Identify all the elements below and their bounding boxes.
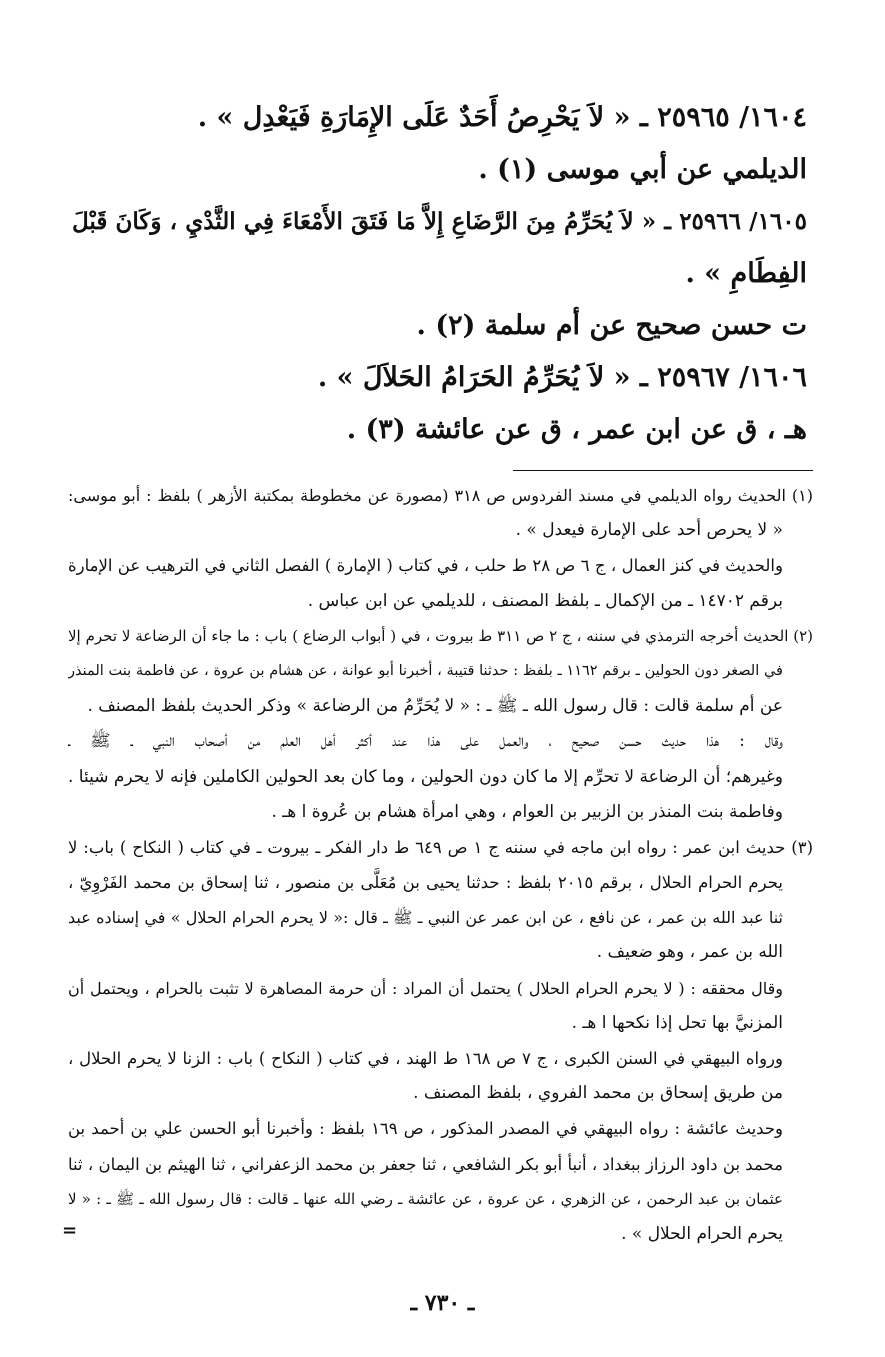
footnote-line: (٢) الحديث أخرجه الترمذي في سننه ، ج ٢ ص ٣١١ ط بيروت ، في ( أبواب الرضاع ) باب : ما جاء أن الرضاعة لا تحرم إلا (68, 626, 813, 645)
footnote-line: في الصغر دون الحولين ـ برقم ١١٦٢ ـ بلفظ : حدثنا قتيبة ، أخبرنا أبو عوانة ، عن هشام بن عروة ، عن فاطمة بنت المنذر (68, 662, 783, 679)
hadith-1605-line-continued: الفِطَامِ » . (685, 258, 807, 289)
hadith-1606-source: هـ ، ق عن ابن عمر ، ق عن عائشة (٣) . (346, 414, 807, 445)
footnote-line: يحرم الحرام الحلال ، برقم ٢٠١٥ بلفظ : حدثنا يحيى بن مُعَلَّى بن منصور ، ثنا إسحاق بن محمد الفَرْوِيّ ، (68, 873, 783, 893)
footnote-line: وغيرهم؛ أن الرضاعة لا تحرِّم إلا ما كان دون الحولين ، وما كان بعد الحولين الكاملين فإنه لا يحرم شيئا . (68, 766, 783, 787)
hadith-1605-source: ت حسن صحيح عن أم سلمة (٢) . (416, 310, 807, 341)
hadith-1605-line: ١٦٠٥/ ٢٥٩٦٦ ـ « لاَ يُحَرِّمُ مِنَ الرَّضَاعِ إِلاَّ مَا فَتَقَ الأَمْعَاءَ فِي الثَّدْيِ ، وَكَانَ قَبْلَ (72, 208, 807, 235)
continuation-mark: = (62, 1220, 78, 1241)
footnote-line: عن أم سلمة قالت : قال رسول الله ـ ﷺ ـ : « لا يُحَرِّمُ من الرضاعة » وذكر الحديث بلفظ المصنف . (87, 696, 783, 717)
footnote-line: وقال محققه : ( لا يحرم الحرام الحلال ) يحتمل أن المراد : أن حرمة المصاهرة لا تثبت بالحرام ، ويحتمل أن (68, 978, 783, 998)
hadith-1606-line: ١٦٠٦/ ٢٥٩٦٧ ـ « لاَ يُحَرِّمُ الحَرَامُ الحَلاَلَ » . (317, 362, 807, 393)
page-number: ـ ٧٣٠ ـ (410, 1290, 475, 1316)
footnote-line: المزنيَّ بها تحل إذا نكحها ا هـ . (571, 1012, 783, 1033)
footnote-line: من طريق إسحاق بن محمد الفروي ، بلفظ المصنف . (413, 1083, 783, 1104)
footnote-line: وقال : هذا حديث حسن صحيح ، والعمل على هذا عند أكثر أهل العلم من أصحاب النبي ـ ﷺ ـ (68, 731, 783, 752)
footnote-line: محمد بن داود الرزاز ببغداد ، أنبأ أبو بكر الشافعي ، ثنا جعفر بن محمد الزعفراني ، ثنا الهيثم بن اليمان ، ثنا (68, 1154, 783, 1174)
footnote-divider (513, 470, 813, 471)
footnote-line: وحديث عائشة : رواه البيهقي في المصدر المذكور ، ص ١٦٩ بلفظ : وأخبرنا أبو الحسن علي بن أحمد بن (68, 1119, 784, 1139)
footnote-line: (٣) حديث ابن عمر : رواه ابن ماجه في سننه ج ١ ص ٦٤٩ ط دار الفكر ـ بيروت ـ في كتاب ( النكاح ) باب: لا (68, 837, 813, 857)
footnote-line: والحديث في كنز العمال ، ج ٦ ص ٢٨ ط حلب ، في كتاب ( الإمارة ) الفصل الثاني في الترهيب عن الإمارة (68, 556, 783, 576)
footnote-line: برقم ١٤٧٠٢ ـ من الإكمال ـ بلفظ المصنف ، للديلمي عن ابن عباس . (307, 590, 783, 611)
footnotes (68, 478, 813, 1252)
hadith-1604-line: ١٦٠٤/ ٢٥٩٦٥ ـ « لاَ يَحْرِصُ أَحَدٌ عَلَى الإِمَارَةِ فَيَعْدِل » . (197, 102, 807, 133)
hadith-1604-source: الديلمي عن أبي موسى (١) . (478, 154, 807, 185)
footnote-line: يحرم الحرام الحلال » . (621, 1223, 783, 1244)
footnote-line: عثمان بن عبد الرحمن ، عن الزهري ، عن عروة ، عن عائشة ـ رضي الله عنها ـ قالت : قال رسول الله ـ ﷺ ـ : « لا (68, 1189, 783, 1208)
footnote-line: الله بن عمر ، وهو ضعيف . (596, 942, 783, 963)
footnote-line: (١) الحديث رواه الديلمي في مسند الفردوس ص ٣١٨ (مصورة عن مخطوطة بمكتبة الأزهر ) بلفظ : أبو موسى: (68, 486, 813, 505)
main-text (72, 92, 807, 456)
footnote-line: ورواه البيهقي في السنن الكبرى ، ج ٧ ص ١٦٨ ط الهند ، في كتاب ( النكاح ) باب : الزنا لا يحرم الحلال ، (68, 1049, 783, 1068)
footnote-line: وفاطمة بنت المنذر بن الزبير بن العوام ، وهي امرأة هشام بن عُروة ا هـ . (271, 801, 783, 822)
footnote-line: ثنا عبد الله بن عمر ، عن نافع ، عن ابن عمر عن النبي ـ ﷺ ـ قال :« لا يحرم الحرام الحلال » في إسناده عبد (68, 908, 783, 928)
footnote-line: « لا يحرص أحد على الإمارة فيعدل » . (515, 520, 783, 541)
